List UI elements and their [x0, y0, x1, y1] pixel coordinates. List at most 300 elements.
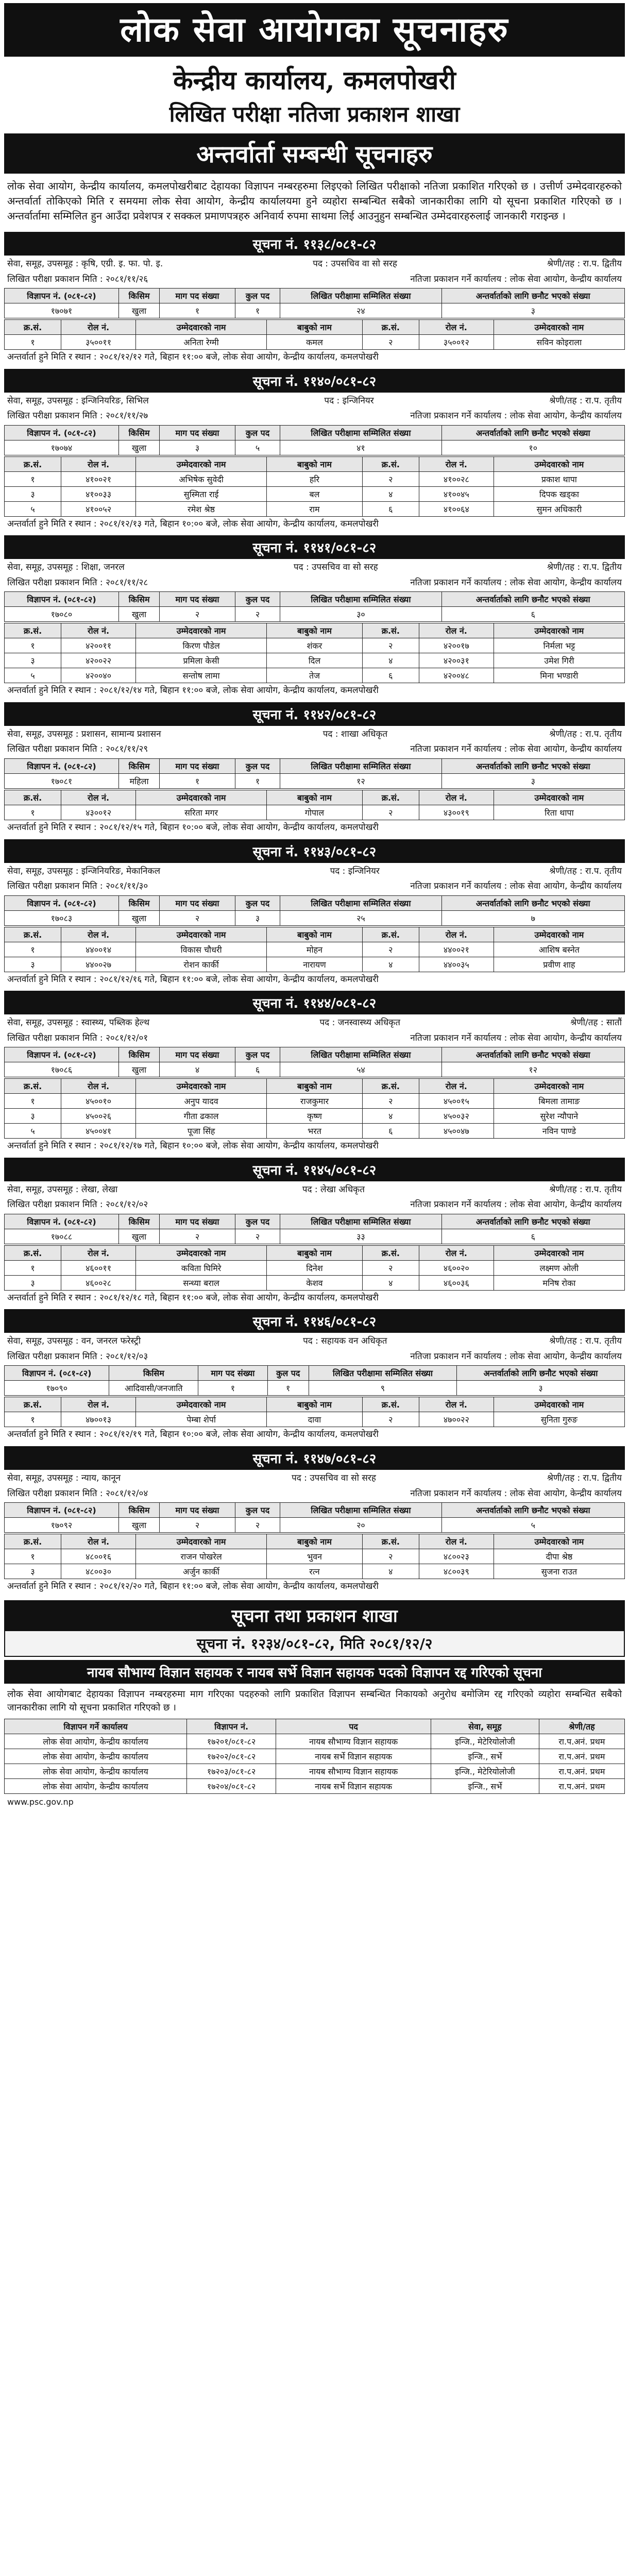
advert-table-cell: २	[160, 1229, 235, 1244]
candidate-cell: भरत	[267, 1124, 363, 1139]
candidate-table	[4, 1245, 625, 1291]
candidate-cell: शंकर	[267, 638, 363, 653]
advert-table-header-cell: लिखित परीक्षामा सम्मिलित संख्या	[309, 1366, 456, 1381]
candidate-table-header-cell: रोल नं.	[61, 790, 136, 805]
final-table-row	[5, 1764, 625, 1778]
result-office: नतिजा प्रकाशन गर्ने कार्यालय : लोक सेवा आयोग, केन्द्रीय कार्यालय	[410, 1032, 622, 1043]
advert-table-cell: ३	[235, 910, 280, 925]
class-level: श्रेणी/तह : रा.प. द्वितीय	[547, 259, 622, 269]
final-table-cell: १७२०३/०८१-८२	[187, 1764, 276, 1778]
candidate-table-header	[5, 456, 625, 471]
candidate-table-header-cell: रोल नं.	[419, 1079, 494, 1094]
advert-table-cell: ७	[441, 910, 625, 925]
interview-date-place: अन्तर्वार्ता हुने मिति र स्थान : २०८१/१२/१८ गते, बिहान ११:०० बजे, लोक सेवा आयोग, केन्द्रीय कार्यालय, कमलपोखरी	[7, 1292, 379, 1303]
candidate-cell: सन्ध्या बराल	[136, 1275, 267, 1290]
candidate-table-header-cell: उम्मेदवारको नाम	[494, 1397, 624, 1412]
advert-table-header-cell: विज्ञापन नं. (०८१-८२)	[5, 425, 119, 440]
candidate-cell: ३	[5, 1564, 61, 1579]
candidate-table-header-cell: रोल नं.	[61, 927, 136, 942]
service-group: सेवा, समूह, उपसमूह : स्वास्थ्य, पब्लिक हेल्थ	[7, 1018, 150, 1028]
advert-table-cell: ९	[309, 1381, 456, 1396]
candidate-table-header-cell: रोल नं.	[61, 320, 136, 335]
candidate-table	[4, 1397, 625, 1427]
final-table-cell: लोक सेवा आयोग, केन्द्रीय कार्यालय	[5, 1778, 187, 1793]
notice-title: सूचना नं. ११४६/०८१-८२	[4, 1309, 625, 1333]
candidate-cell: सुनिता गुरुङ	[494, 1412, 624, 1427]
notice-meta-2	[7, 577, 622, 590]
advert-table-cell: २	[160, 607, 235, 622]
notice-meta-2	[7, 743, 622, 756]
candidate-cell: ४५००२६	[61, 1109, 136, 1124]
advert-table-header	[5, 895, 625, 910]
candidate-table-header-cell: क्र.सं.	[5, 790, 61, 805]
interview-date-place: अन्तर्वार्ता हुने मिति र स्थान : २०८१/१२/२० गते, बिहान ११:०० बजे, लोक सेवा आयोग, केन्द्रीय कार्यालय, कमलपोखरी	[7, 1581, 379, 1592]
notice-title: सूचना नं. ११४५/०८१-८२	[4, 1158, 625, 1181]
candidate-cell: ५	[5, 501, 61, 516]
advert-table-row	[5, 910, 625, 925]
candidate-row	[5, 335, 625, 350]
candidate-cell: २	[362, 638, 419, 653]
candidate-cell: राम	[267, 501, 363, 516]
advert-table-cell: १२	[441, 1062, 625, 1077]
advert-table-header-cell: कुल पद	[235, 895, 280, 910]
candidate-row	[5, 957, 625, 972]
advert-table-header-cell: माग पद संख्या	[160, 425, 235, 440]
advert-table-cell: ५४	[280, 1062, 441, 1077]
candidate-cell: ४१००२१	[61, 471, 136, 486]
candidate-table-header-cell: रोल नं.	[419, 927, 494, 942]
interview-date-place: अन्तर्वार्ता हुने मिति र स्थान : २०८१/१२/१२ गते, बिहान ११:०० बजे, लोक सेवा आयोग, केन्द्रीय कार्यालय, कमलपोखरी	[7, 352, 379, 362]
advert-table-header-cell: कुल पद	[235, 289, 280, 303]
advert-table-header-cell: कुल पद	[235, 1214, 280, 1229]
candidate-cell: ६	[362, 1124, 419, 1139]
candidate-cell: दीपा श्रेष्ठ	[494, 1549, 624, 1564]
advert-table	[4, 1214, 625, 1244]
candidate-cell: ४३००१९	[419, 805, 494, 820]
final-table-cell: नायब सर्भे विज्ञान सहायक	[276, 1749, 431, 1764]
advert-table-cell: ६	[441, 607, 625, 622]
candidate-table-header-cell: उम्मेदवारको नाम	[494, 623, 624, 638]
advert-table-row	[5, 1381, 625, 1396]
candidate-table-header-cell: क्र.सं.	[362, 790, 419, 805]
advert-table	[4, 758, 625, 789]
candidate-table	[4, 456, 625, 517]
final-table-cell: नायब सर्भे विज्ञान सहायक	[276, 1778, 431, 1793]
service-group: सेवा, समूह, उपसमूह : न्याय, कानून	[7, 1473, 121, 1484]
post-name: पद : इन्जिनियर	[324, 395, 374, 406]
candidate-row	[5, 668, 625, 683]
final-table-cell: रा.प.अनं. प्रथम	[539, 1734, 624, 1749]
candidate-table-header-cell: क्र.सं.	[5, 1079, 61, 1094]
advert-table-header-cell: विज्ञापन नं. (०८१-८२)	[5, 1366, 109, 1381]
advert-table-cell: ५	[441, 1518, 625, 1533]
written-result-date: लिखित परीक्षा प्रकाशन मिति : २०८१/१२/०४	[7, 1488, 148, 1499]
advert-table	[4, 288, 625, 318]
advert-table-cell: १७०९०	[5, 1381, 109, 1396]
candidate-cell: ४७००१३	[61, 1412, 136, 1427]
candidate-cell: सुस्मिता राई	[136, 486, 267, 501]
candidate-cell: ४६००११	[61, 1260, 136, 1275]
candidate-table-header-cell: क्र.सं.	[362, 1397, 419, 1412]
candidate-table-header-cell: उम्मेदवारको नाम	[136, 790, 267, 805]
candidate-cell: मोहन	[267, 942, 363, 957]
candidate-table-header-cell: रोल नं.	[419, 320, 494, 335]
advert-table-header-cell: लिखित परीक्षामा सम्मिलित संख्या	[280, 289, 441, 303]
candidate-cell: १	[5, 638, 61, 653]
advert-table-cell: १७०७४	[5, 440, 119, 455]
candidate-cell: ४१००६४	[419, 501, 494, 516]
candidate-table-header-cell: बाबुको नाम	[267, 456, 363, 471]
advert-table-header-cell: माग पद संख्या	[198, 1366, 267, 1381]
advert-table	[4, 1047, 625, 1077]
candidate-table	[4, 623, 625, 683]
advert-table-header-cell: किसिम	[118, 289, 159, 303]
candidate-table-header-cell: क्र.सं.	[5, 456, 61, 471]
advert-table-header-cell: अन्तर्वार्ताको लागि छनौट भएको संख्या	[441, 289, 625, 303]
advert-table-header-cell: किसिम	[118, 1214, 159, 1229]
advert-table-header-cell: विज्ञापन नं. (०८१-८२)	[5, 289, 119, 303]
candidate-cell: प्रकाश थापा	[494, 471, 624, 486]
advert-table-cell: खुला	[118, 303, 159, 318]
candidate-cell: मिना भण्डारी	[494, 668, 624, 683]
advert-table-cell: ३०	[280, 607, 441, 622]
final-table-cell: लोक सेवा आयोग, केन्द्रीय कार्यालय	[5, 1749, 187, 1764]
post-name: पद : उपसचिव वा सो सरह	[292, 1473, 376, 1484]
advert-table-cell: आदिवासी/जनजाति	[109, 1381, 198, 1396]
candidate-table-header-cell: क्र.सं.	[5, 927, 61, 942]
advert-table-header-cell: लिखित परीक्षामा सम्मिलित संख्या	[280, 758, 441, 773]
advert-table-cell: १	[267, 1381, 309, 1396]
footer-url[interactable]: www.psc.gov.np	[7, 1797, 74, 1807]
advert-table-header-cell: किसिम	[109, 1366, 198, 1381]
intro-text: लोक सेवा आयोग, केन्द्रीय कार्यालय, कमलपोखरीबाट देहायका विज्ञापन नम्बरहरुमा लिइएको लिखित परीक्षाको नतिजा प्रकाशित गरिएको छ । उत्तीर्ण उम्मेदवारहरुको अन्तर्वार्ता तोकिएको मिति र समयमा लोक सेवा आयोग, केन्द्रीय कार्यालयमा हुने व्यहोरा सम्बन्धित सबैको जानकारीका लागि यो सूचना प्रकाशित गरिएको छ । अन्तर्वार्तामा सम्मिलित हुन आउँदा प्रवेशपत्र र सक्कल प्रमाणपत्रहरु अनिवार्य रुपमा साथमा लिई आउनुहुन सम्बन्धित उम्मेदवारहरुलाई जानकारी गराइन्छ ।	[7, 180, 622, 222]
candidate-row	[5, 1109, 625, 1124]
candidate-cell: ४५००३२	[419, 1109, 494, 1124]
candidate-cell: अनिता रेग्मी	[136, 335, 267, 350]
written-result-date: लिखित परीक्षा प्रकाशन मिति : २०८१/११/२८	[7, 577, 148, 588]
notice-meta	[7, 865, 622, 878]
candidate-cell: लक्ष्मण ओली	[494, 1260, 624, 1275]
final-table-cell: नायब सौभाग्य विज्ञान सहायक	[276, 1734, 431, 1749]
candidate-cell: रोशन कार्की	[136, 957, 267, 972]
candidate-table-header-cell: उम्मेदवारको नाम	[136, 1079, 267, 1094]
service-group: सेवा, समूह, उपसमूह : कृषि, एग्री. इ. फा. पो. इ.	[7, 259, 163, 269]
interview-notice	[4, 1158, 625, 1304]
advert-table-cell: ३	[441, 303, 625, 318]
candidate-cell: ३५००११	[61, 335, 136, 350]
class-level: श्रेणी/तह : रा.प. द्वितीय	[547, 1473, 622, 1484]
candidate-cell: गोपाल	[267, 805, 363, 820]
notice-meta-2	[7, 1032, 622, 1045]
advert-table-header-cell: विज्ञापन नं. (०८१-८२)	[5, 592, 119, 607]
advert-table-cell: २४	[280, 303, 441, 318]
final-table-cell: १७२०२/०८१-८२	[187, 1749, 276, 1764]
advert-table-header-cell: किसिम	[118, 592, 159, 607]
candidate-cell: रत्न	[267, 1564, 363, 1579]
notice-meta-2	[7, 1198, 622, 1212]
advert-table-header-cell: अन्तर्वार्ताको लागि छनौट भएको संख्या	[441, 425, 625, 440]
result-office: नतिजा प्रकाशन गर्ने कार्यालय : लोक सेवा आयोग, केन्द्रीय कार्यालय	[410, 411, 622, 421]
class-level: श्रेणी/तह : रा.प. तृतीय	[549, 728, 622, 739]
advert-table-cell: १७०८६	[5, 1062, 119, 1077]
interview-notice	[4, 232, 625, 364]
candidate-cell: ४५००१५	[419, 1094, 494, 1109]
candidate-table-header-cell: उम्मेदवारको नाम	[136, 1534, 267, 1549]
interview-notice	[4, 702, 625, 834]
candidate-table-header	[5, 1397, 625, 1412]
candidate-cell: ६	[362, 668, 419, 683]
advert-table-header-cell: कुल पद	[235, 425, 280, 440]
candidate-cell: रमेश श्रेष्ठ	[136, 501, 267, 516]
office-header	[4, 62, 625, 128]
final-table-cell: रा.प.अनं. प्रथम	[539, 1749, 624, 1764]
advert-table-header	[5, 758, 625, 773]
candidate-row	[5, 1412, 625, 1427]
final-table-row	[5, 1749, 625, 1764]
final-table	[4, 1719, 625, 1794]
advert-table-cell: २	[160, 910, 235, 925]
candidate-cell: ५	[5, 1124, 61, 1139]
candidate-cell: बिमला तामाङ	[494, 1094, 624, 1109]
notice-meta-2	[7, 273, 622, 286]
service-group: सेवा, समूह, उपसमूह : लेखा, लेखा	[7, 1184, 118, 1195]
candidate-table-header-cell: रोल नं.	[61, 623, 136, 638]
candidate-cell: सुजना राउत	[494, 1564, 624, 1579]
notice-meta-2	[7, 1350, 622, 1364]
candidate-table-header-cell: उम्मेदवारको नाम	[136, 456, 267, 471]
candidate-table-header	[5, 1534, 625, 1549]
candidate-cell: १	[5, 1412, 61, 1427]
advert-table-cell: खुला	[118, 607, 159, 622]
advert-table-header-cell: माग पद संख्या	[160, 1047, 235, 1062]
candidate-cell: ४८००३०	[61, 1564, 136, 1579]
class-level: श्रेणी/तह : सातौं	[570, 1018, 622, 1028]
candidate-cell: सरिता मगर	[136, 805, 267, 820]
candidate-table	[4, 927, 625, 972]
advert-table-header-cell: माग पद संख्या	[160, 289, 235, 303]
final-table-cell: इन्जि., मेटेरियोलोजी	[431, 1764, 539, 1778]
candidate-table	[4, 1078, 625, 1139]
candidate-table-header-cell: रोल नं.	[419, 1534, 494, 1549]
notice-meta	[7, 1183, 622, 1197]
advert-table-cell: १७०९२	[5, 1518, 119, 1533]
final-table-cell: इन्जि., सर्भे	[431, 1778, 539, 1793]
written-result-date: लिखित परीक्षा प्रकाशन मिति : २०८१/११/२७	[7, 411, 148, 421]
candidate-cell: ४७००२२	[419, 1412, 494, 1427]
candidate-cell: सुरेश न्यौपाने	[494, 1109, 624, 1124]
final-table-cell: रा.प.अनं. प्रथम	[539, 1778, 624, 1793]
final-table-cell: रा.प.अनं. प्रथम	[539, 1764, 624, 1778]
candidate-cell: २	[362, 805, 419, 820]
post-name: पद : उपसचिव वा सो सरह	[313, 259, 397, 269]
candidate-cell: दिल	[267, 653, 363, 668]
candidate-table-header-cell: रोल नं.	[419, 1245, 494, 1260]
candidate-cell: दावा	[267, 1412, 363, 1427]
advert-table-cell: ६	[235, 1062, 280, 1077]
class-level: श्रेणी/तह : रा.प. द्वितीय	[547, 562, 622, 573]
notice-title: सूचना नं. ११४४/०८१-८२	[4, 991, 625, 1014]
candidate-cell: पूजा सिंह	[136, 1124, 267, 1139]
candidate-cell: केशव	[267, 1275, 363, 1290]
final-table-header-cell: पद	[276, 1719, 431, 1734]
advert-table	[4, 1365, 625, 1396]
advert-table-header-cell: माग पद संख्या	[160, 1214, 235, 1229]
advert-table-header-cell: विज्ञापन नं. (०८१-८२)	[5, 1214, 119, 1229]
candidate-table-header-cell: क्र.सं.	[362, 320, 419, 335]
candidate-cell: ४३००१२	[61, 805, 136, 820]
notice-title: सूचना नं. ११३८/०८१-८२	[4, 232, 625, 256]
advert-table-header-cell: लिखित परीक्षामा सम्मिलित संख्या	[280, 592, 441, 607]
candidate-cell: राजन पोखरेल	[136, 1549, 267, 1564]
candidate-table-header-cell: उम्मेदवारको नाम	[136, 320, 267, 335]
interview-date-place: अन्तर्वार्ता हुने मिति र स्थान : २०८१/१२/१५ गते, बिहान १०:०० बजे, लोक सेवा आयोग, केन्द्रीय कार्यालय, कमलपोखरी	[7, 822, 379, 833]
advert-table-header-cell: विज्ञापन नं. (०८१-८२)	[5, 1503, 119, 1518]
candidate-cell: ५	[5, 668, 61, 683]
candidate-cell: अनुप यादव	[136, 1094, 267, 1109]
candidate-cell: ४६००२८	[61, 1275, 136, 1290]
candidate-row	[5, 942, 625, 957]
candidate-cell: ४६००२०	[419, 1260, 494, 1275]
interview-notice	[4, 839, 625, 986]
post-name: पद : जनस्वास्थ्य अधिकृत	[319, 1018, 400, 1028]
advert-table-cell: १	[235, 773, 280, 788]
candidate-cell: २	[362, 1549, 419, 1564]
candidate-table-header-cell: क्र.सं.	[362, 456, 419, 471]
written-result-date: लिखित परीक्षा प्रकाशन मिति : २०८१/१२/०१	[7, 1032, 148, 1043]
advert-table-header	[5, 1047, 625, 1062]
candidate-cell: ४४००२१	[419, 942, 494, 957]
candidate-cell: दिनेश	[267, 1260, 363, 1275]
advert-table-cell: १	[235, 303, 280, 318]
interview-notice	[4, 1309, 625, 1441]
advert-table-cell: महिला	[118, 773, 159, 788]
candidate-table-header-cell: उम्मेदवारको नाम	[136, 927, 267, 942]
advert-table-cell: खुला	[118, 910, 159, 925]
candidate-table-header-cell: रोल नं.	[61, 1534, 136, 1549]
notice-meta	[7, 395, 622, 408]
candidate-table-header-cell: क्र.सं.	[362, 927, 419, 942]
advert-table-header	[5, 425, 625, 440]
candidate-cell: ४१००२८	[419, 471, 494, 486]
interview-date-place: अन्तर्वार्ता हुने मिति र स्थान : २०८१/१२/१४ गते, बिहान ११:०० बजे, लोक सेवा आयोग, केन्द्रीय कार्यालय, कमलपोखरी	[7, 685, 379, 696]
written-result-date: लिखित परीक्षा प्रकाशन मिति : २०८१/१२/०३	[7, 1351, 148, 1362]
advert-table-header-cell: माग पद संख्या	[160, 592, 235, 607]
written-result-date: लिखित परीक्षा प्रकाशन मिति : २०८१/१२/०२	[7, 1199, 148, 1210]
candidate-table-header-cell: रोल नं.	[419, 623, 494, 638]
advert-table-row	[5, 773, 625, 788]
interview-notice	[4, 991, 625, 1153]
advert-table-row	[5, 1518, 625, 1533]
candidate-cell: ४२००१७	[419, 638, 494, 653]
candidate-table	[4, 319, 625, 350]
advert-table-header-cell: अन्तर्वार्ताको लागि छनौट भएको संख्या	[457, 1366, 625, 1381]
advert-table-cell: २	[160, 1518, 235, 1533]
final-table-header-cell: सेवा, समूह	[431, 1719, 539, 1734]
candidate-cell: ४१००४५	[419, 486, 494, 501]
candidate-cell: प्रमिला केसी	[136, 653, 267, 668]
result-office: नतिजा प्रकाशन गर्ने कार्यालय : लोक सेवा आयोग, केन्द्रीय कार्यालय	[410, 1199, 622, 1210]
candidate-table-header-cell: उम्मेदवारको नाम	[494, 456, 624, 471]
candidate-row	[5, 471, 625, 486]
final-table-cell: इन्जि., मेटेरियोलोजी	[431, 1734, 539, 1749]
candidate-cell: कविता घिमिरे	[136, 1260, 267, 1275]
advert-table-header-cell: माग पद संख्या	[160, 895, 235, 910]
final-notice-title: नायब सौभाग्य विज्ञान सहायक र नायब सर्भे विज्ञान सहायक पदको विज्ञापन रद्द गरिएको सूचना	[4, 1660, 625, 1684]
candidate-cell: ३	[5, 486, 61, 501]
post-name: पद : लेखा अधिकृत	[302, 1184, 365, 1195]
advert-table-cell: ३	[441, 773, 625, 788]
candidate-cell: विकास चौधरी	[136, 942, 267, 957]
candidate-cell: उमेश गिरी	[494, 653, 624, 668]
service-group: सेवा, समूह, उपसमूह : इन्जिनियरिङ, सिभिल	[7, 395, 149, 406]
advert-table-cell: खुला	[118, 1518, 159, 1533]
candidate-table-header-cell: क्र.सं.	[362, 1079, 419, 1094]
final-table-header-cell: विज्ञापन गर्ने कार्यालय	[5, 1719, 187, 1734]
written-result-date: लिखित परीक्षा प्रकाशन मिति : २०८१/११/२६	[7, 274, 148, 284]
candidate-table-header-cell: उम्मेदवारको नाम	[494, 320, 624, 335]
candidate-cell: तेज	[267, 668, 363, 683]
advert-table-header-cell: कुल पद	[235, 758, 280, 773]
advert-table-row	[5, 1062, 625, 1077]
candidate-cell: नारायण	[267, 957, 363, 972]
advert-table-cell: २	[235, 1229, 280, 1244]
advert-table-header-cell: कुल पद	[235, 592, 280, 607]
candidate-table-header-cell: क्र.सं.	[5, 1245, 61, 1260]
masthead-title: लोक सेवा आयोगका सूचनाहरु	[4, 3, 625, 57]
candidate-cell: ४४००१४	[61, 942, 136, 957]
result-office: नतिजा प्रकाशन गर्ने कार्यालय : लोक सेवा आयोग, केन्द्रीय कार्यालय	[410, 1488, 622, 1499]
candidate-cell: २	[362, 471, 419, 486]
candidate-cell: बल	[267, 486, 363, 501]
advert-table-header	[5, 592, 625, 607]
final-table-cell: लोक सेवा आयोग, केन्द्रीय कार्यालय	[5, 1764, 187, 1778]
candidate-table-header-cell: रोल नं.	[61, 1245, 136, 1260]
candidate-table-header-cell: क्र.सं.	[362, 1245, 419, 1260]
candidate-cell: १	[5, 1549, 61, 1564]
final-table-cell: इन्जि., सर्भे	[431, 1749, 539, 1764]
advert-table-header-cell: अन्तर्वार्ताको लागि छनौट भएको संख्या	[441, 1214, 625, 1229]
notice-meta	[7, 728, 622, 741]
candidate-table-header-cell: उम्मेदवारको नाम	[494, 1245, 624, 1260]
candidate-table-header-cell: रोल नं.	[419, 790, 494, 805]
advert-table-cell: १७०८१	[5, 773, 119, 788]
candidate-cell: ३	[5, 1275, 61, 1290]
candidate-cell: ३	[5, 653, 61, 668]
candidate-table-header-cell: रोल नं.	[419, 1397, 494, 1412]
advert-table-cell: २०	[280, 1518, 441, 1533]
candidate-cell: ४४००२७	[61, 957, 136, 972]
advert-table-header-cell: किसिम	[118, 1047, 159, 1062]
advert-table-cell: ४१	[280, 440, 441, 455]
candidate-row	[5, 486, 625, 501]
candidate-cell: किरण पौडेल	[136, 638, 267, 653]
final-table-cell: लोक सेवा आयोग, केन्द्रीय कार्यालय	[5, 1734, 187, 1749]
service-group: सेवा, समूह, उपसमूह : इन्जिनियरिङ, मेकानिकल	[7, 866, 161, 876]
post-name: पद : इन्जिनियर	[330, 866, 380, 876]
notice-meta-2	[7, 1487, 622, 1501]
interview-date-place: अन्तर्वार्ता हुने मिति र स्थान : २०८१/१२/१७ गते, बिहान १०:०० बजे, लोक सेवा आयोग, केन्द्रीय कार्यालय, कमलपोखरी	[7, 1141, 379, 1151]
candidate-table-header-cell: उम्मेदवारको नाम	[136, 623, 267, 638]
notice-title: सूचना नं. ११४७/०८१-८२	[4, 1446, 625, 1470]
final-table-cell: १७२०४/०८१-८२	[187, 1778, 276, 1793]
candidate-cell: प्रवीण शाह	[494, 957, 624, 972]
interview-banner: अन्तर्वार्ता सम्बन्धी सूचनाहरु	[4, 133, 625, 174]
post-name: पद : उपसचिव वा सो सरह	[293, 562, 378, 573]
advert-table-cell: २	[235, 1518, 280, 1533]
written-result-date: लिखित परीक्षा प्रकाशन मिति : २०८१/११/३०	[7, 881, 148, 892]
notice-meta-2	[7, 410, 622, 423]
final-table-body	[5, 1734, 625, 1793]
